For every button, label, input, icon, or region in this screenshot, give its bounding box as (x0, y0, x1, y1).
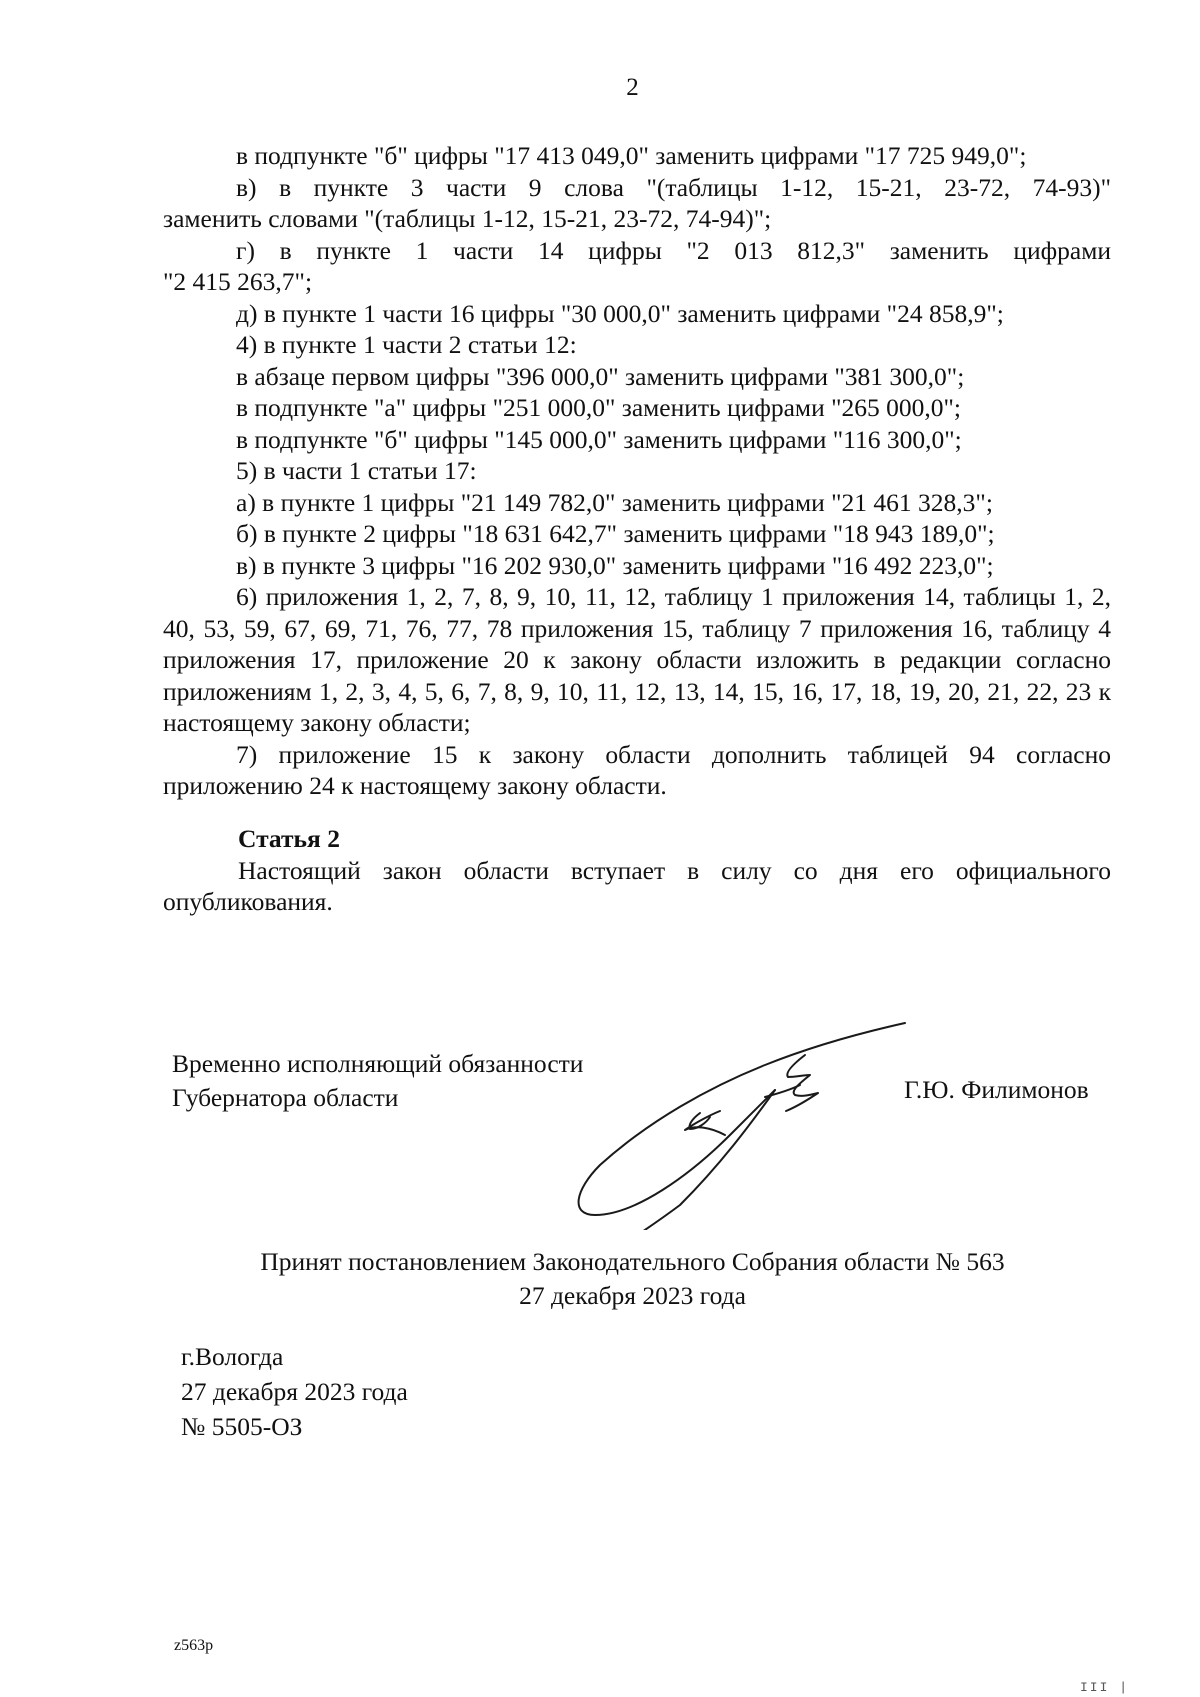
text-line: в подпункте "б" цифры "17 413 049,0" заменить цифрами "17 725 949,0"; (236, 141, 1027, 170)
text-line: г) в пункте 1 части 14 цифры "2 013 812,3" заменить цифрами (236, 235, 1111, 265)
position-line: Губернатора области (172, 1083, 399, 1112)
signer-name: Г.Ю. Филимонов (904, 1075, 1089, 1104)
text-line: 4) в пункте 1 части 2 статьи 12: (236, 330, 577, 359)
scan-edge-marks: III | (1080, 1680, 1130, 1695)
place-date-number (181, 1339, 408, 1444)
text-line: в) в пункте 3 цифры "16 202 930,0" заменить цифрами "16 492 223,0"; (236, 550, 994, 580)
text-line: а) в пункте 1 цифры "21 149 782,0" заменить цифрами "21 461 328,3"; (236, 487, 993, 517)
text-line: "2 415 263,7"; (163, 267, 313, 296)
text-line: 5) в части 1 статьи 17: (236, 456, 477, 485)
handwritten-signature (560, 1015, 1000, 1230)
signatory-position (172, 1047, 583, 1115)
city: г.Вологда (181, 1342, 284, 1371)
page-number: 2 (626, 74, 639, 101)
law-number: № 5505-ОЗ (181, 1412, 303, 1441)
text-line: б) в пункте 2 цифры "18 631 642,7" заменить цифрами "18 943 189,0"; (236, 519, 995, 548)
text-line: д) в пункте 1 части 16 цифры "30 000,0" заменить цифрами "24 858,9"; (236, 298, 1004, 328)
amendments-body (163, 140, 1111, 802)
adoption-note (0, 1245, 1200, 1313)
text-line: в подпункте "а" цифры "251 000,0" заменить цифрами "265 000,0"; (236, 393, 961, 422)
document-code: z563p (174, 1637, 214, 1654)
article-heading: Статья 2 (238, 824, 340, 853)
law-date: 27 декабря 2023 года (181, 1377, 408, 1406)
text-line: в абзаце первом цифры "396 000,0" заменить цифрами "381 300,0"; (236, 361, 965, 391)
text-line: в подпункте "б" цифры "145 000,0" заменить цифрами "116 300,0"; (236, 424, 962, 454)
article-2 (163, 823, 1111, 918)
paragraph-6: 6) приложения 1, 2, 7, 8, 9, 10, 11, 12, таблицу 1 приложения 14, таблицы 1, 2, 40, 53, 59, 67, 69, 71, 76, 77, 78 приложения 15, таблицу 7 приложения 16, таблицу 4 приложения 17, приложение 20 к закону области изложить в редакции согласно приложениям 1, 2, 3, 4, 5, 6, 7, 8, 9, 10, 11, 12, 13, 14, 15, 16, 17, 18, 19, 20, 21, 22, 23 к настоящему закону области; (163, 582, 1111, 737)
text-line: заменить словами "(таблицы 1-12, 15-21, 23-72, 74-94)"; (163, 204, 772, 233)
adoption-line: Принят постановлением Законодательного Собрания области № 563 (260, 1247, 1005, 1276)
adoption-date: 27 декабря 2023 года (519, 1281, 746, 1310)
article-text: Настоящий закон области вступает в силу со дня его официального опубликования. (163, 855, 1111, 916)
position-line: Временно исполняющий обязанности (172, 1049, 584, 1078)
paragraph-7: 7) приложение 15 к закону области дополнить таблицей 94 согласно приложению 24 к настоящему закону области. (163, 739, 1111, 800)
text-line: в) в пункте 3 части 9 слова "(таблицы 1-12, 15-21, 23-72, 74-93)" (236, 172, 1111, 202)
